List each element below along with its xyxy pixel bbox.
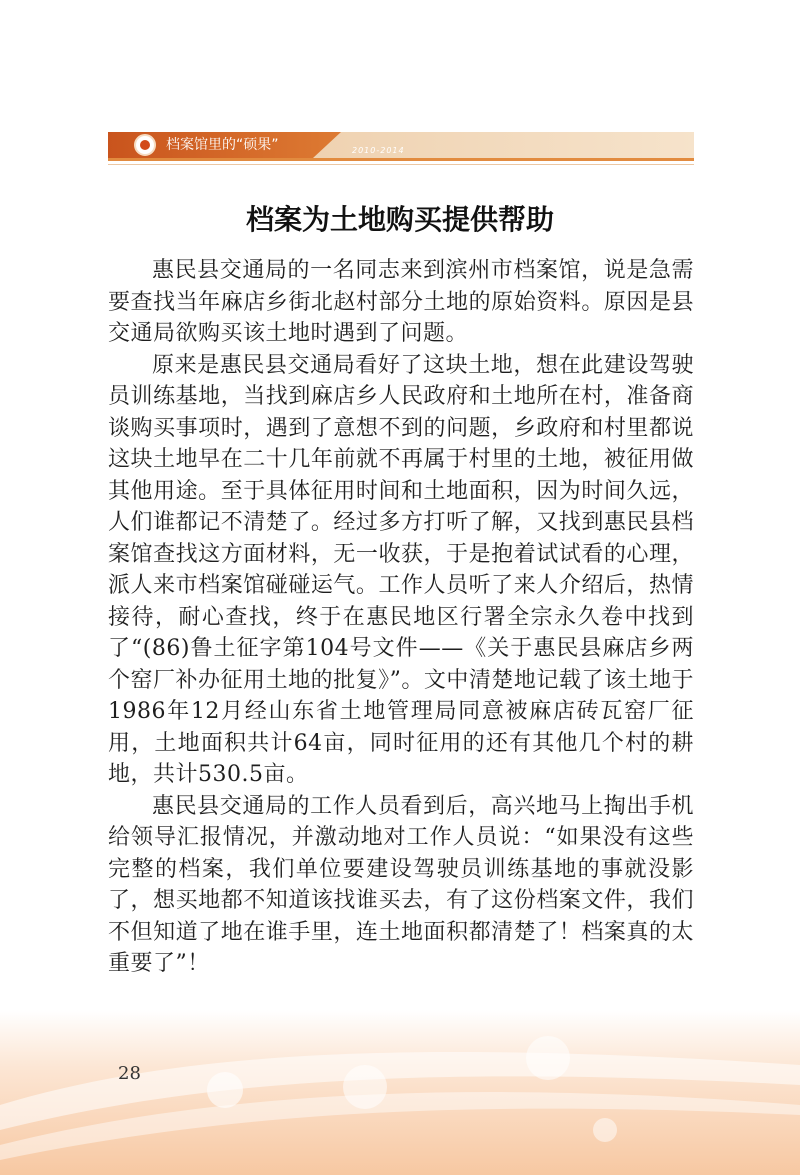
running-header [108, 126, 694, 174]
article-body [108, 255, 694, 980]
archive-seal-icon [134, 134, 156, 156]
header-underline [108, 158, 694, 161]
article-title: 档案为土地购买提供帮助 [245, 203, 554, 236]
running-header-title: 档案馆里的“硕果” [166, 137, 279, 153]
running-header-years: 2010-2014 [352, 146, 405, 155]
paragraph: 原来是惠民县交通局看好了这块土地，想在此建设驾驶员训练基地，当找到麻店乡人民政府和土地所在村，准备商谈购买事项时，遇到了意想不到的问题，乡政府和村里都说这块土地早在二十几年前就不再属于村里的土地，被征用做其他用途。至于具体征用时间和土地面积，因为时间久远，人们谁都记不清楚了。经过多方打听了解，又找到惠民县档案馆查找这方面材料，无一收获，于是抱着试试看的心理，派人来市档案馆碰碰运气。工作人员听了来人介绍后，热情接待，耐心查找，终于在惠民地区行署全宗永久卷中找到了“(86)鲁土征字第104号文件——《关于惠民县麻店乡两个窑厂补办征用土地的批复》”。文中清楚地记载了该土地于1986年12月经山东省土地管理局同意被麻店砖瓦窑厂征用，土地面积共计64亩，同时征用的还有其他几个村的耕地，共计530.5亩。 [108, 352, 694, 787]
paragraph: 惠民县交通局的工作人员看到后，高兴地马上掏出手机给领导汇报情况，并激动地对工作人员说：“如果没有这些完整的档案，我们单位要建设驾驶员训练基地的事就没影了，想买地都不知道该找谁买去，有了这份档案文件，我们不但知道了地在谁手里，连土地面积都清楚了！档案真的太重要了”！ [108, 793, 694, 976]
footer-swoosh-decoration [0, 1010, 800, 1175]
page-number: 28 [118, 1063, 141, 1084]
header-divider [108, 164, 694, 165]
paragraph: 惠民县交通局的一名同志来到滨州市档案馆，说是急需要查找当年麻店乡街北赵村部分土地的原始资料。原因是县交通局欲购买该土地时遇到了问题。 [108, 258, 694, 346]
